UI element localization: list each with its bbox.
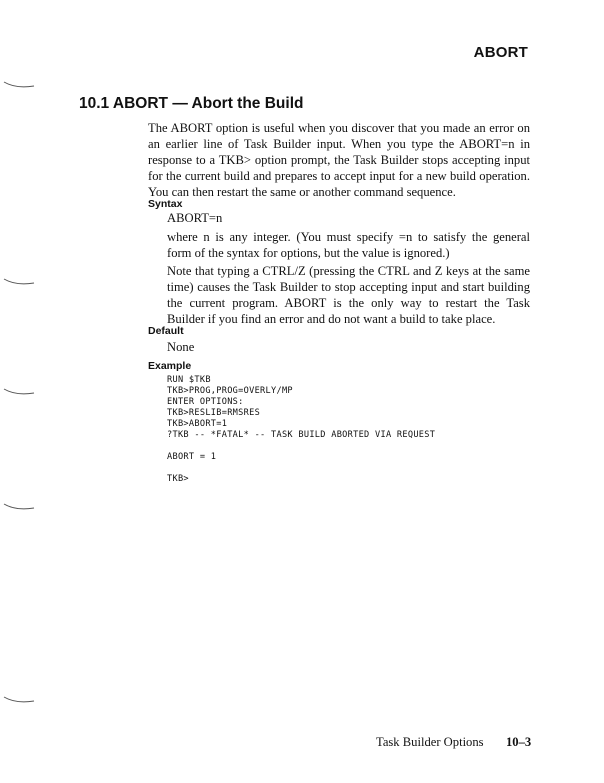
footer-page-number: 10–3 (506, 735, 532, 749)
intro-paragraph (148, 120, 530, 200)
syntax-note-paragraph (167, 263, 530, 327)
code-line: ENTER OPTIONS: (167, 397, 244, 407)
intro-line: The ABORT option is useful when you discover that you made an error on (148, 121, 530, 135)
note-line: Note that typing a CTRL/Z (pressing the CTRL and Z keys at the same (167, 264, 530, 278)
code-line: RUN $TKB (167, 375, 211, 385)
binder-margin-mark (2, 502, 38, 512)
code-line: TKB>RESLIB=RMSRES (167, 408, 261, 418)
where-line: where n is any integer. (You must specify =n to satisfy the general (167, 230, 530, 244)
intro-line: for the current build and prepares to accept input for a new build operation. (148, 169, 530, 184)
where-line: form of the syntax for options, but the value is ignored.) (167, 246, 450, 261)
footer-chapter-title: Task Builder Options (376, 735, 484, 749)
example-heading: Example (148, 360, 192, 372)
section-number: 10.1 (79, 95, 110, 112)
binder-margin-mark (2, 80, 38, 90)
binder-margin-mark (2, 387, 38, 397)
note-line: the current program. ABORT is the only way to restart the Task (167, 296, 530, 311)
syntax-heading: Syntax (148, 198, 183, 210)
intro-line: You can then restart the same or another command sequence. (148, 185, 456, 200)
code-line: TKB>PROG,PROG=OVERLY/MP (167, 386, 293, 396)
code-line: ?TKB -- *FATAL* -- TASK BUILD ABORTED VIA REQUEST (167, 430, 436, 440)
code-line (167, 441, 435, 452)
running-head: ABORT (473, 44, 528, 61)
binder-margin-mark (2, 695, 38, 705)
code-line: TKB> (167, 474, 189, 484)
note-line: time) causes the Task Builder to stop accepting input and start building (167, 280, 530, 295)
intro-line: an earlier line of Task Builder input. When you type the ABORT=n in (148, 137, 530, 152)
intro-line: response to a TKB> option prompt, the Task Builder stops accepting input (148, 153, 530, 168)
default-heading: Default (148, 325, 184, 337)
syntax-form (167, 210, 530, 226)
note-line: Builder if you find an error and do not want a build to take place. (167, 312, 496, 327)
syntax-where-paragraph (167, 229, 530, 261)
section-title: ABORT — Abort the Build (112, 95, 304, 112)
code-line: ABORT = 1 (167, 452, 217, 462)
syntax-form-text: ABORT=n (167, 211, 223, 225)
code-line (167, 463, 435, 474)
example-code (167, 375, 435, 485)
default-value (167, 339, 530, 355)
section-heading (79, 95, 303, 113)
code-line: TKB>ABORT=1 (167, 419, 228, 429)
binder-margin-mark (2, 277, 38, 287)
default-value-text: None (167, 340, 195, 354)
